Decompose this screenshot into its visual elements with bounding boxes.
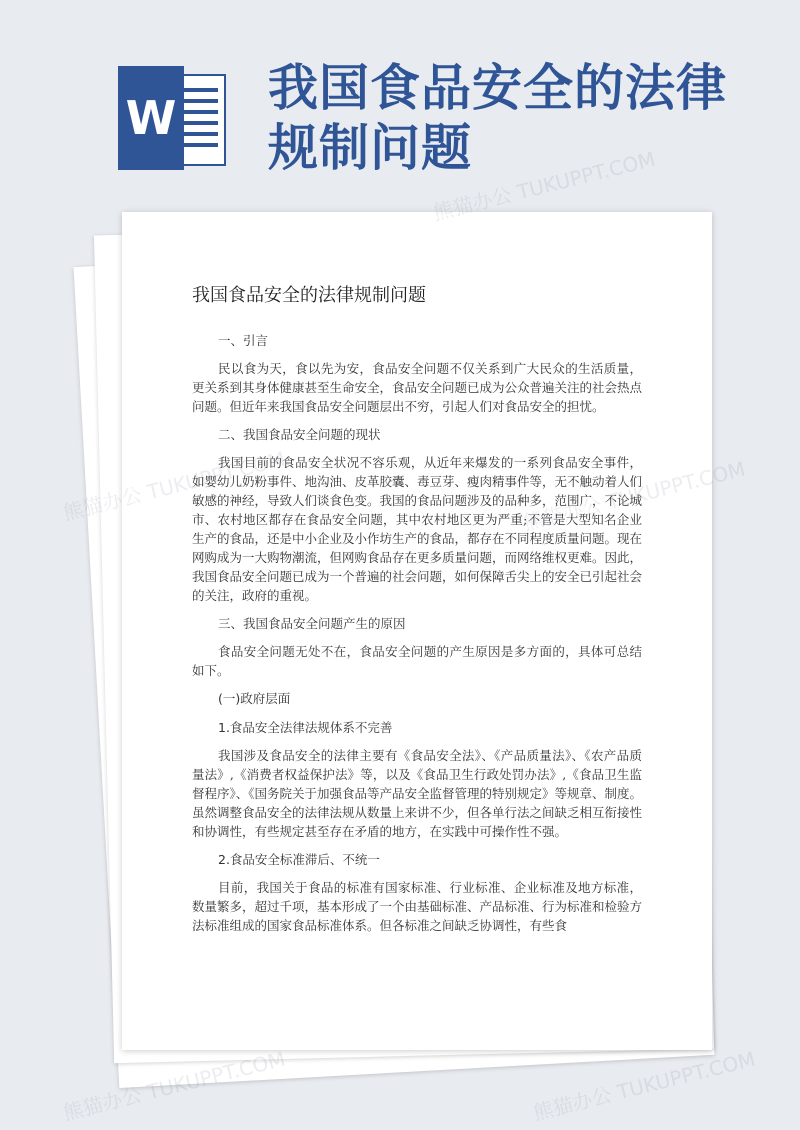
paragraph: 我国目前的食品安全状况不容乐观，从近年来爆发的一系列食品安全事件，如婴幼儿奶粉事件、地沟油、皮革胶囊、毒豆芽、瘦肉精事件等，无不触动着人们敏感的神经，导致人们谈食色变。我国的食品问题涉及的品种多，范围广，不论城市、农村地区都存在食品安全问题，其中农村地区更为严重;不管是大型知名企业生产的食品，还是中小企业及小作坊生产的食品，都存在不同程度质量问题。现在网购成为一大购物潮流，但网购食品存在更多质量问题，而网络维权更难。因此，我国食品安全问题已成为一个普遍的社会问题，如何保障舌尖上的安全已引起社会的关注，政府的重视。 (192, 455, 643, 603)
subsection-heading: 1.食品安全法律法规体系不完善 (218, 720, 393, 735)
watermark-text: 熊猫办公 TUKUPPT.COM (430, 146, 658, 226)
section-heading: 二、我国食品安全问题的现状 (218, 427, 381, 442)
document-title: 我国食品安全的法律规制问题 (268, 59, 727, 177)
word-document-icon (118, 66, 228, 170)
header-banner (0, 0, 800, 200)
section-heading: 三、我国食品安全问题产生的原因 (218, 616, 406, 631)
document-page (122, 212, 712, 1050)
page-body (192, 330, 642, 935)
subsection-heading: (一)政府层面 (218, 691, 291, 706)
page-title: 我国食品安全的法律规制问题 (192, 285, 426, 306)
word-icon-line (178, 99, 218, 103)
word-icon-line (178, 121, 218, 125)
word-icon-line (178, 88, 218, 92)
word-icon-letter: W (118, 66, 184, 170)
section-heading: 一、引言 (218, 333, 269, 348)
watermark-text: 熊猫办公 TUKUPPT.COM (60, 1046, 288, 1126)
word-icon-line (178, 110, 218, 114)
paragraph: 民以食为天，食以先为安，食品安全问题不仅关系到广大民众的生活质量，更关系到其身体健康甚至生命安全，食品安全问题已成为公众普遍关注的社会热点问题。但近年来我国食品安全问题层出不穷，引起人们对食品安全的担忧。 (192, 361, 643, 414)
paragraph: 我国涉及食品安全的法律主要有《食品安全法》、《产品质量法》、《农产品质量法》,《消费者权益保护法》等，以及《食品卫生行政处罚办法》,《食品卫生监督程序》、《国务院关于加强食品等产品安全监督管理的特别规定》等规章、制度。虽然调整食品安全的法律法规从数量上来讲不少，但各单行法之间缺乏相互衔接性和协调性，有些规定甚至存在矛盾的地方，在实践中可操作性不强。 (192, 748, 643, 839)
subsection-heading: 2.食品安全标准滞后、不统一 (218, 852, 380, 867)
paragraph: 食品安全问题无处不在，食品安全问题的产生原因是多方面的，具体可总结如下。 (192, 644, 642, 678)
word-icon-line (178, 132, 218, 136)
paragraph: 目前，我国关于食品的标准有国家标准、行业标准、企业标准及地方标准，数量繁多，超过千项，基本形成了一个由基础标准、产品标准、行为标准和检验方法标准组成的国家食品标准体系。但各标准之间缺乏协调性，有些食 (192, 880, 643, 933)
page-content (192, 284, 642, 943)
watermark-text: 熊猫办公 TUKUPPT.COM (530, 1046, 758, 1126)
word-icon-line (178, 143, 218, 147)
